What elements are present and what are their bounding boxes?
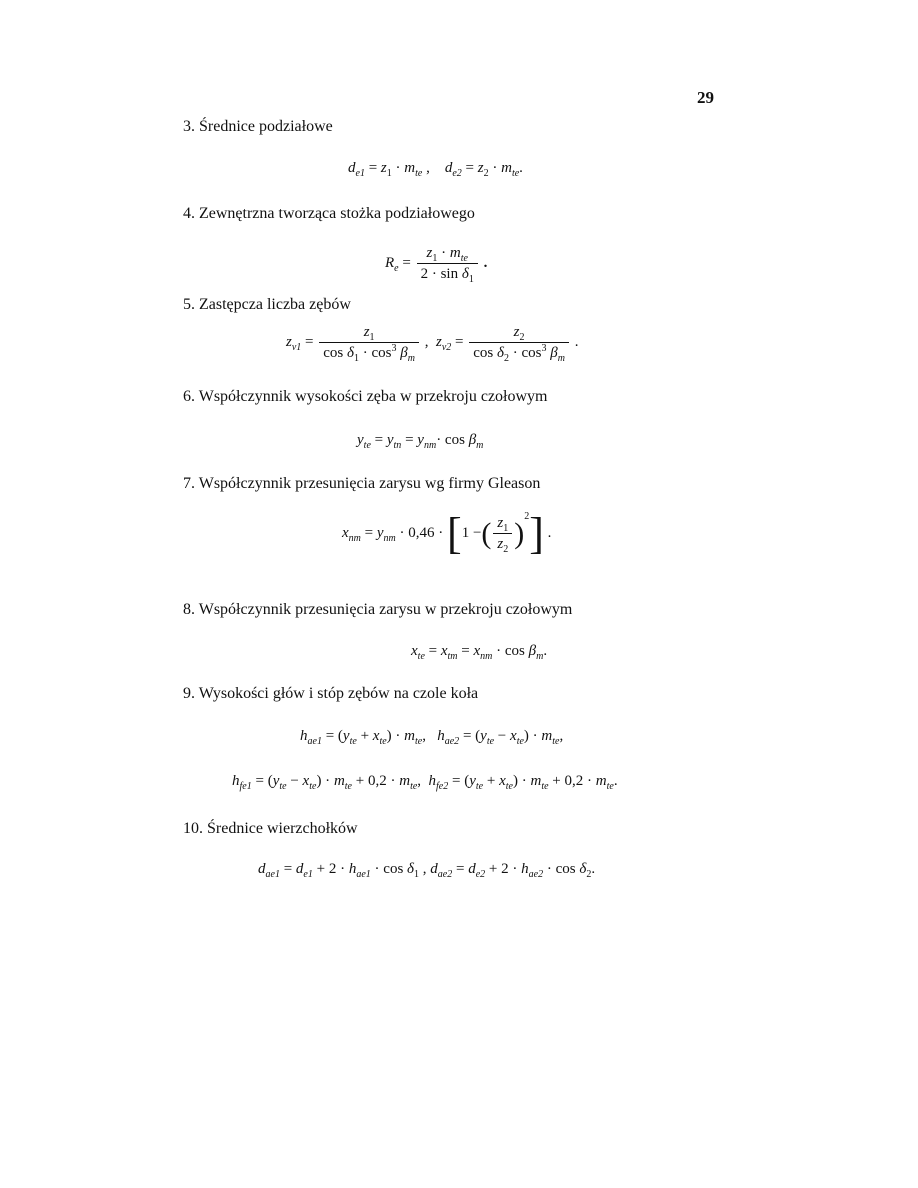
equation-tip-diameters: $d_{ae1} = d_{e1} + 2 \cdot h_{ae1} \cdot \cos \delta_1$ , $d_{ae2} = d_{e2} + 2 \cdot h_{ae2} \cdot \cos \delta_2$. (258, 861, 596, 880)
section-heading-9: 9. Wysokości głów i stóp zębów na czole koła (183, 685, 479, 702)
equation-pitch-diameters: $d_{e1} = z_1 \cdot m_{te}$ , $d_{e2} = z_2 \cdot m_{te}$. (348, 160, 523, 179)
section-heading-5: 5. Zastępcza liczba zębów (183, 296, 351, 313)
section-heading-3: 3. Średnice podziałowe (183, 118, 333, 135)
equation-addendum-coefficient: $y_{te} = y_{tn} = y_{nm}\cdot \cos \beta_m$ (357, 432, 484, 451)
equation-transverse-profile-shift: $x_{te} = x_{tm} = x_{nm} \cdot \cos \beta_m$. (411, 643, 548, 662)
equation-dedendum-heights: $h_{fe1} = (y_{te} - x_{te}) \cdot m_{te} + 0,2 \cdot m_{te}$, $h_{fe2} = (y_{te} + x_{te}) \cdot m_{te} + 0,2 \cdot m_{te}$. (232, 773, 618, 792)
section-heading-10: 10. Średnice wierzchołków (183, 820, 358, 837)
section-heading-7: 7. Współczynnik przesunięcia zarysu wg firmy Gleason (183, 475, 541, 492)
section-heading-6: 6. Współczynnik wysokości zęba w przekroju czołowym (183, 388, 548, 405)
equation-gleason-profile-shift: $x_{nm} = y_{nm} \cdot 0,46 \cdot [1$ −( $\frac{z_1}{z_2}$ )$^2$] . (342, 509, 552, 558)
page-number: 29 (697, 88, 714, 107)
section-heading-8: 8. Współczynnik przesunięcia zarysu w przekroju czołowym (183, 601, 573, 618)
equation-virtual-teeth-number: $z_{v1}$ = $\frac{z_1}{\cos \delta_1 \cdot \cos^3 \beta_m}$ , $z_{v2}$ = $\frac{z_2}{\cos \delta_2 \cdot \cos^3 \beta_m}$ . (286, 324, 579, 364)
equation-addendum-heights: $h_{ae1} = (y_{te} + x_{te}) \cdot m_{te}$, $h_{ae2} = (y_{te} - x_{te}) \cdot m_{te}$, (300, 728, 564, 747)
equation-cone-distance: $R_e$ = $\frac{z_1 \cdot m_{te}}{2 \cdot \sin \delta_1}$ . (385, 245, 488, 285)
section-heading-4: 4. Zewnętrzna tworząca stożka podziałowego (183, 205, 475, 222)
